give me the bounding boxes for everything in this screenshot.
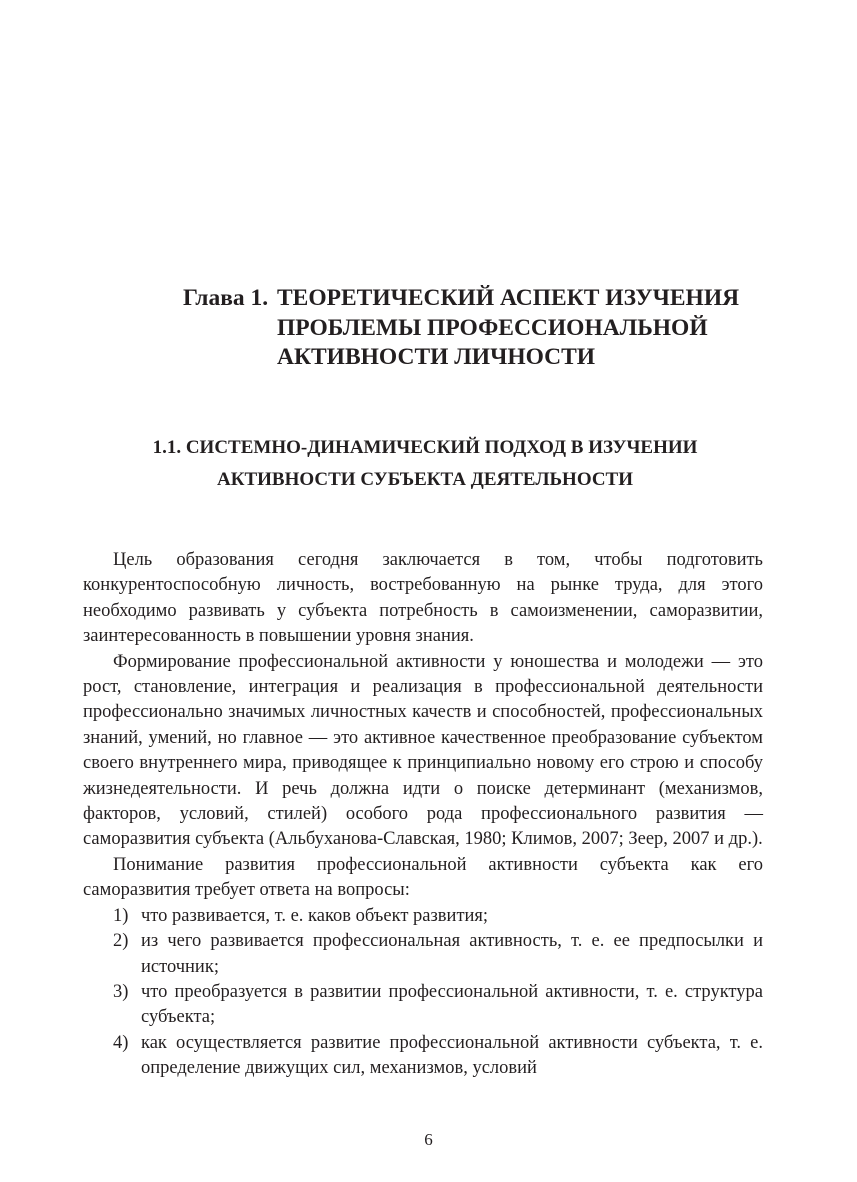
- page-number: 6: [424, 1130, 433, 1149]
- list-item-number: 4): [113, 1032, 129, 1053]
- chapter-heading-text: ТЕОРЕТИЧЕСКИЙ АСПЕКТ ИЗУЧЕНИЯ: [277, 285, 740, 311]
- list-item: [83, 980, 763, 1031]
- chapter-label: Глава 1.: [183, 285, 269, 311]
- section-title-line-1: 1.1. СИСТЕМНО-ДИНАМИЧЕСКИЙ ПОДХОД В ИЗУЧЕНИИ: [152, 437, 698, 458]
- list-item: [83, 929, 763, 980]
- chapter-title-line-3: АКТИВНОСТИ ЛИЧНОСТИ: [277, 344, 596, 370]
- paragraph: Понимание развития профессиональной активности субъекта как его саморазвития требует ответа на вопросы:: [83, 854, 763, 901]
- list-item-text: что преобразуется в развитии профессиональной активности, т. е. структура субъекта;: [141, 981, 763, 1028]
- list-item-number: 1): [113, 905, 129, 926]
- paragraph: Цель образования сегодня заключается в том, чтобы подготовить конкурентоспособную личность, востребованную на рынке труда, для этого необходимо развивать у субъекта потребность в самоизменении, саморазвитии, заинтересованность в повышении уровня знания.: [83, 550, 763, 647]
- list-item-number: 2): [113, 931, 129, 952]
- list-item: [83, 1031, 763, 1082]
- body-text: [83, 548, 763, 1082]
- numbered-list: [83, 904, 763, 1082]
- paragraph: Формирование профессиональной активности у юношества и молодежи — это рост, становление, интеграция и реализация в профессиональной деятельности профессионально значимых личностных качеств и способностей, профессиональных знаний, умений, но главное — это активное качественное преобразование субъектом своего внутреннего мира, приводящее к принципиально новому его строю и способу жизнедеятельности. И речь должна идти о поиске детерминант (механизмов, факторов, условий, стилей) особого рода профессионального развития — саморазвития субъекта (Альбуханова-Славская, 1980; Климов, 2007; Зеер, 2007 и др.).: [83, 651, 763, 850]
- list-item-number: 3): [113, 981, 129, 1002]
- chapter-title-line-2: ПРОБЛЕМЫ ПРОФЕССИОНАЛЬНОЙ: [277, 314, 708, 341]
- list-item-text: из чего развивается профессиональная активность, т. е. ее предпосылки и источник;: [141, 931, 763, 977]
- list-item-text: что развивается, т. е. каков объект развития;: [141, 905, 489, 926]
- section-title: [110, 432, 740, 496]
- chapter-title: [183, 284, 739, 373]
- list-item-text: как осуществляется развитие профессиональной активности субъекта, т. е. определение движущих сил, механизмов, условий: [141, 1032, 763, 1079]
- list-item: [83, 904, 763, 929]
- chapter-title-line-1: [183, 284, 739, 314]
- section-title-line-2: АКТИВНОСТИ СУБЪЕКТА ДЕЯТЕЛЬНОСТИ: [216, 469, 633, 490]
